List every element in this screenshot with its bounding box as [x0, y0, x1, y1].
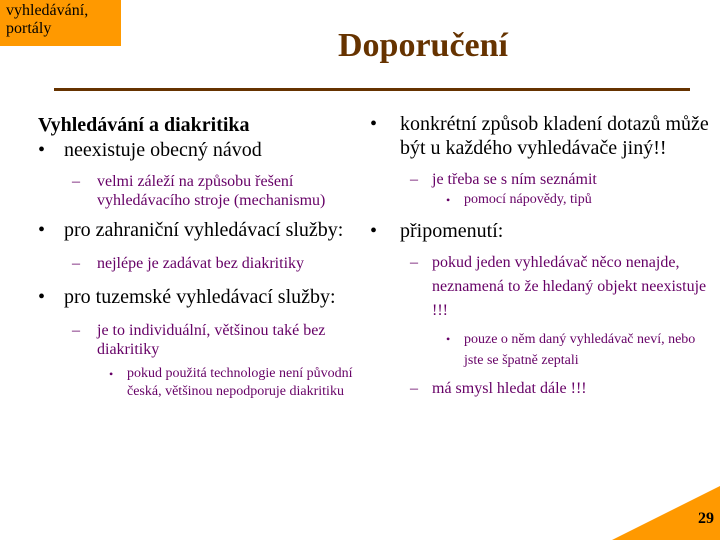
bullet-icon: • — [446, 332, 451, 346]
right-column — [370, 112, 710, 398]
sub-item — [370, 251, 710, 323]
bullet-icon: • — [370, 113, 378, 135]
section-tag-line1: vyhledávání, — [6, 2, 89, 19]
section-tag — [0, 0, 121, 46]
bullet-text: pro tuzemské vyhledávací služby: — [64, 286, 336, 308]
bullet-icon: • — [109, 367, 114, 381]
bullet-text: připomenutí: — [400, 220, 504, 242]
section-tag-line2: portály — [6, 20, 52, 37]
sub-sub-item-text: pokud použitá technologie není původní česká, většinou nepodporuje diakritiku — [127, 366, 353, 399]
bullet-item — [38, 218, 358, 242]
sub-item — [38, 172, 358, 210]
title-divider — [54, 88, 690, 91]
sub-item-text: je třeba se s ním seznámit — [432, 171, 597, 188]
sub-sub-item-text: pouze o něm daný vyhledávač neví, nebo jste se špatně zeptali — [464, 332, 696, 368]
sub-sub-item — [370, 191, 710, 209]
sub-item-text: pokud jeden vyhledávač něco nenajde, neznamená to že hledaný objekt neexistuje !!! — [432, 254, 707, 319]
sub-item — [38, 254, 358, 273]
dash-icon: – — [410, 380, 418, 397]
sub-sub-item — [370, 329, 710, 371]
bullet-text: pro zahraniční vyhledávací služby: — [64, 219, 344, 241]
dash-icon: – — [72, 322, 80, 339]
sub-item-text: velmi záleží na způsobu řešení vyhledávacího stroje (mechanismu) — [97, 173, 326, 209]
bullet-icon: • — [370, 220, 378, 242]
bullet-text: konkrétní způsob kladení dotazů může být u každého vyhledávače jiný!! — [400, 113, 709, 159]
sub-sub-item-text: pomocí nápovědy, tipů — [464, 192, 592, 207]
bullet-item — [370, 112, 710, 160]
sub-item — [370, 170, 710, 189]
page-number: 29 — [698, 510, 714, 527]
dash-icon: – — [72, 255, 80, 272]
bullet-icon: • — [38, 286, 46, 308]
bullet-text: neexistuje obecný návod — [64, 139, 262, 161]
bullet-item — [370, 219, 710, 243]
slide-title: Doporučení — [338, 27, 508, 64]
sub-sub-item — [38, 365, 358, 401]
dash-icon: – — [410, 254, 418, 271]
bullet-icon: • — [446, 193, 451, 207]
sub-item — [370, 379, 710, 398]
sub-item-text: nejlépe je zadávat bez diakritiky — [97, 255, 305, 272]
bullet-item — [38, 138, 358, 162]
dash-icon: – — [410, 171, 418, 188]
bullet-item — [38, 285, 358, 309]
bullet-icon: • — [38, 219, 46, 241]
sub-item-text: je to individuální, většinou také bez diakritiky — [97, 322, 326, 358]
dash-icon: – — [72, 173, 80, 190]
left-column — [38, 112, 358, 401]
sub-item — [38, 321, 358, 359]
bullet-icon: • — [38, 139, 46, 161]
left-heading: Vyhledávání a diakritika — [38, 114, 250, 136]
sub-item-text: má smysl hledat dále !!! — [432, 380, 587, 397]
